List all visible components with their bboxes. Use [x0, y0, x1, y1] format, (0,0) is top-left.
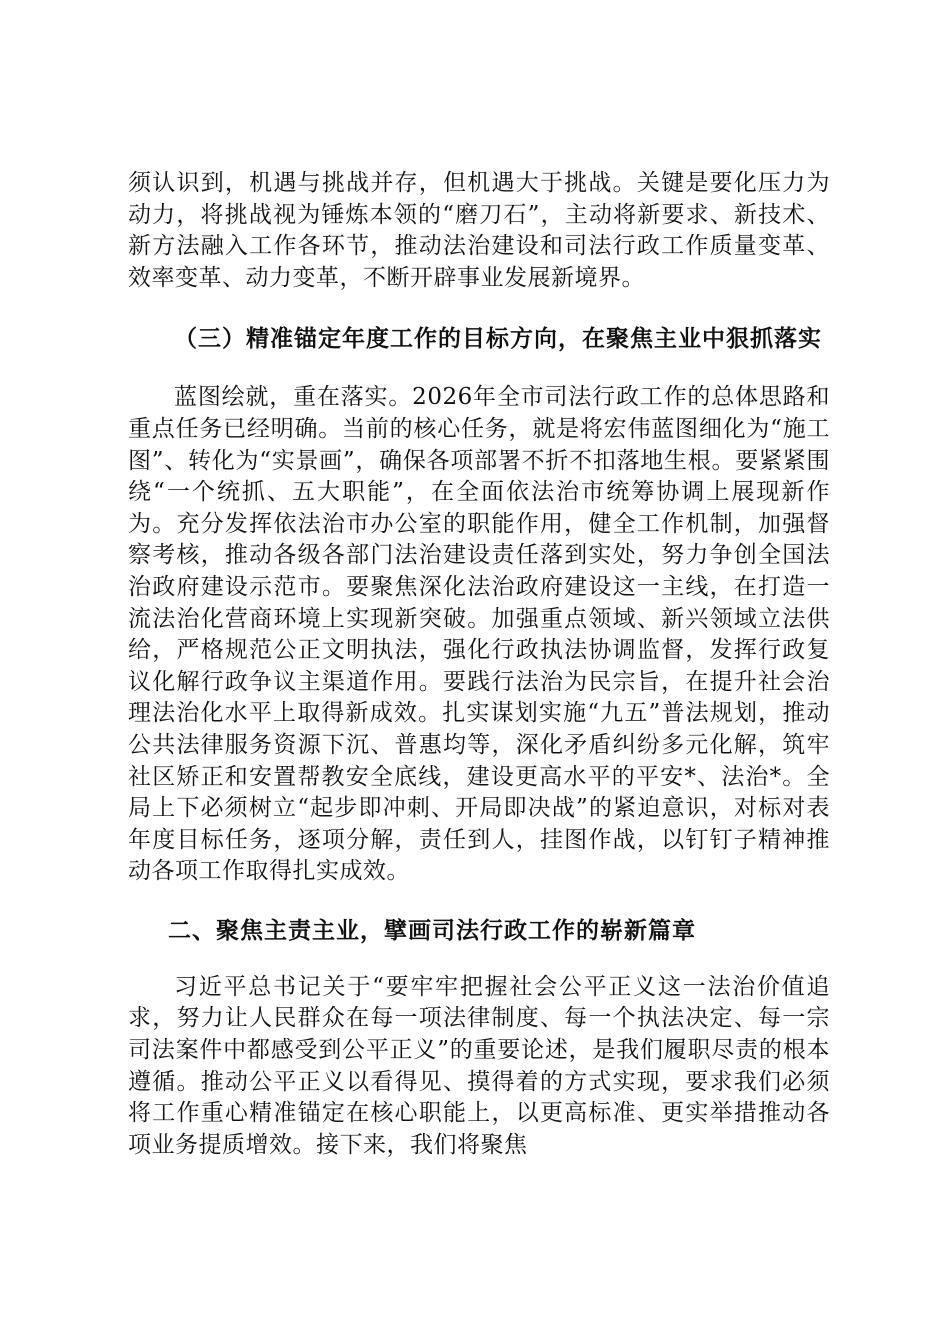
paragraph-continuation: 须认识到，机遇与挑战并存，但机遇大于挑战。关键是要化压力为动力，将挑战视为锤炼本领的“磨刀石”，主动将新要求、新技术、新方法融入工作各环节，推动法治建设和司法行政工作质量变革、效率变革、动力变革，不断开辟事业发展新境界。 [128, 170, 830, 291]
paragraph-blueprint: 蓝图绘就，重在落实。2026年全市司法行政工作的总体思路和重点任务已经明确。当前的核心任务，就是将宏伟蓝图细化为“施工图”、转化为“实景画”，确保各项部署不折不扣落地生根。要紧紧围绕“一个统抓、五大职能”，在全面依法治市统筹协调上展现新作为。充分发挥依法治市办公室的职能作用，健全工作机制，加强督察考核，推动各级各部门法治建设责任落到实处，努力争创全国法治政府建设示范市。要聚焦深化法治政府建设这一主线，在打造一流法治化营商环境上实现新突破。加强重点领域、新兴领域立法供给，严格规范公正文明执法，强化行政执法协调监督，发挥行政复议化解行政争议主渠道作用。要践行法治为民宗旨，在提升社会治理法治化水平上取得新成效。扎实谋划实施“九五”普法规划，推动公共法律服务资源下沉、普惠均等，深化矛盾纠纷多元化解，筑牢社区矫正和安置帮教安全底线，建设更高水平的平安*、法治*。全局上下必须树立“起步即冲刺、开局即决战”的紧迫意识，对标对表年度目标任务，逐项分解，责任到人，挂图作战，以钉钉子精神推动各项工作取得扎实成效。 [128, 384, 830, 885]
heading-section-2: 二、聚焦主责主业，擘画司法行政工作的崭新篇章 [168, 917, 696, 944]
paragraph-xi-quote: 习近平总书记关于“要牢牢把握社会公平正义这一法治价值追求，努力让人民群众在每一项法律制度、每一个执法决定、每一宗司法案件中都感受到公平正义”的重要论述，是我们履职尽责的根本遵循。推动公平正义以看得见、摸得着的方式实现，要求我们必须将工作重心精准锚定在核心职能上，以更高标准、更实举措推动各项业务提质增效。接下来，我们将聚焦 [128, 973, 830, 1158]
document-page [128, 168, 830, 1161]
subheading-section-3: （三）精准锚定年度工作的目标方向，在聚焦主业中狠抓落实 [174, 326, 822, 353]
